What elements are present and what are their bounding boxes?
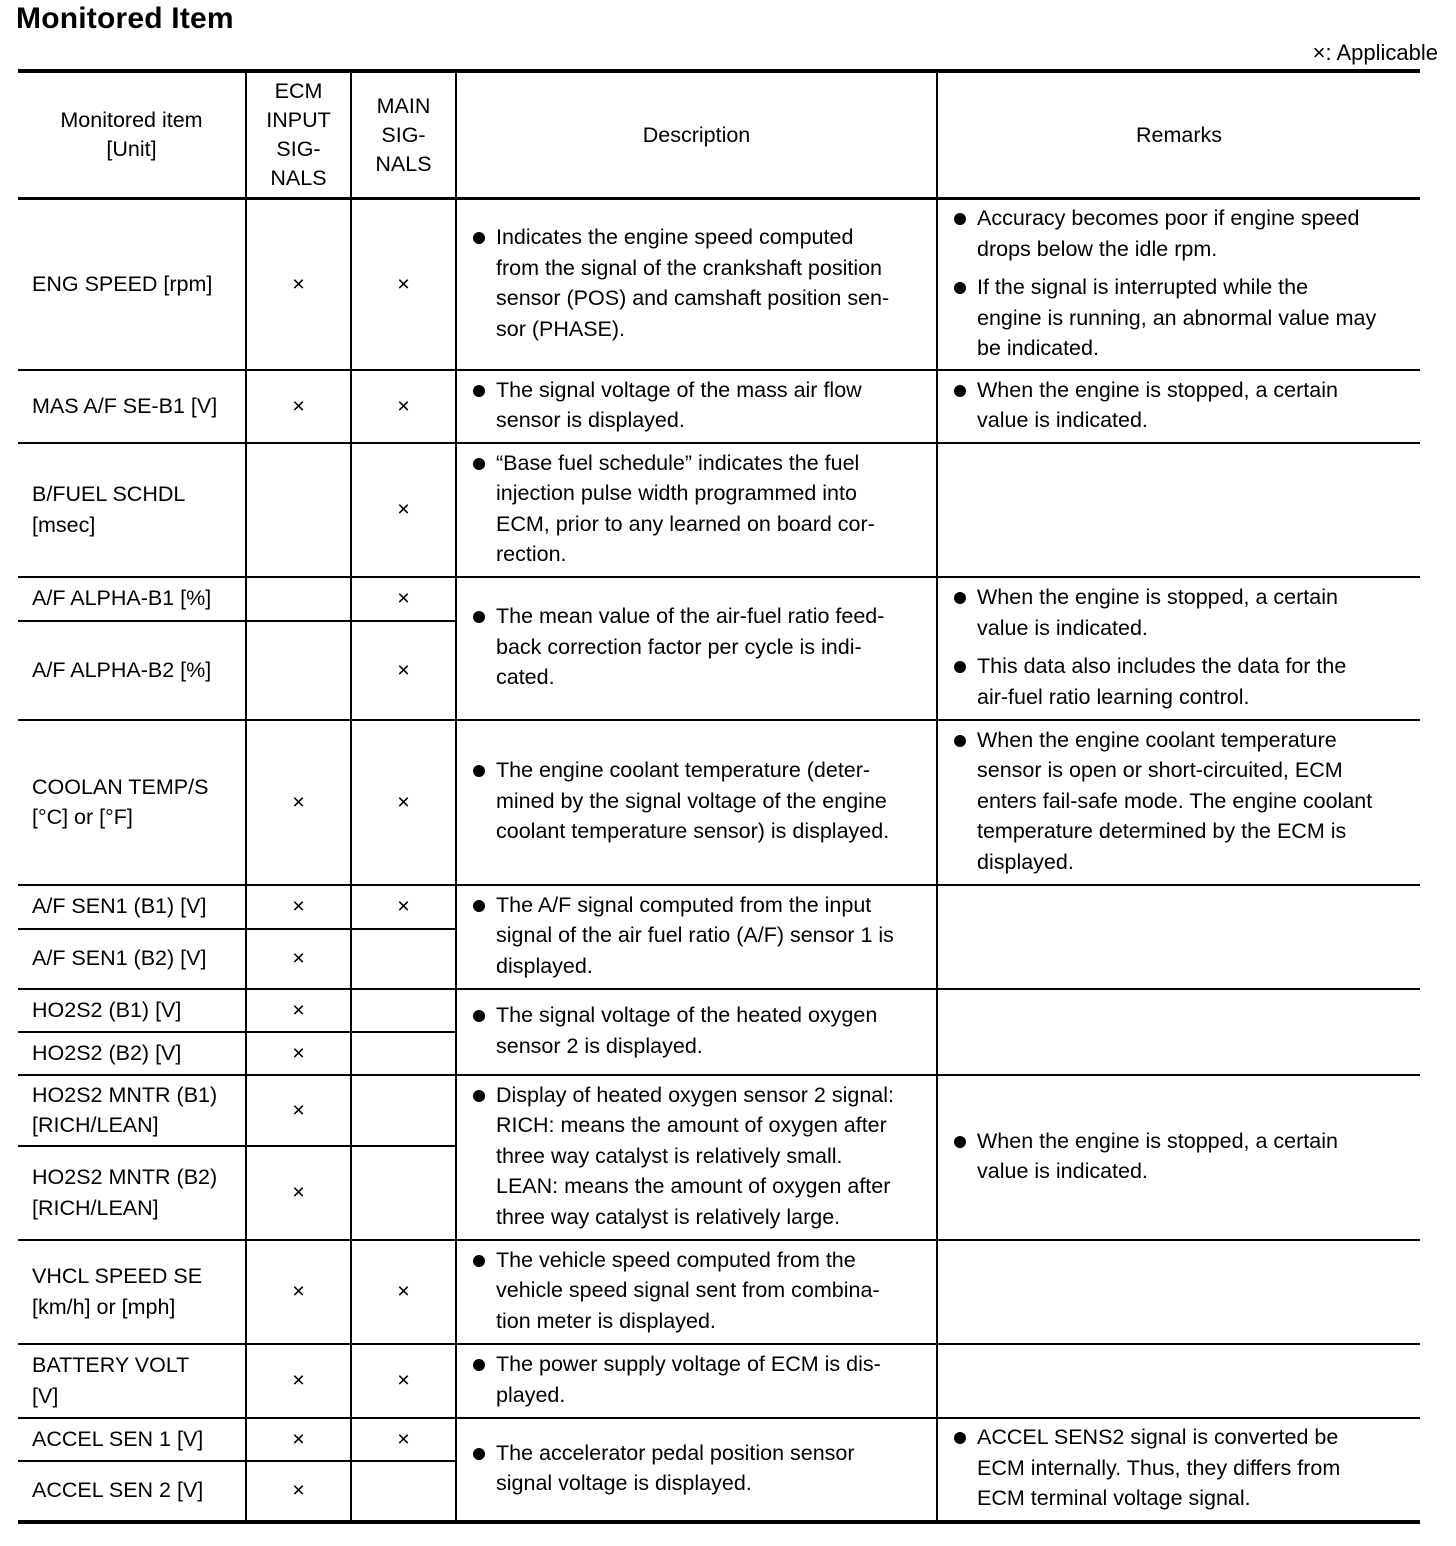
description-list (469, 375, 928, 436)
description-cell (456, 1344, 937, 1418)
description-cell (456, 720, 937, 885)
bullet-item: Accuracy becomes poor if engine speed drops below the idle rpm. (950, 203, 1412, 264)
bullet-item: Indicates the engine speed computed from the signal of the crankshaft position sensor (POS) and camshaft position sen- sor (PHASE). (469, 222, 928, 344)
remarks-cell (937, 577, 1420, 720)
main-signal-mark: × (351, 885, 456, 929)
description-list (469, 222, 928, 344)
main-signal-mark: × (351, 577, 456, 621)
monitored-item-cell: MAS A/F SE-B1 [V] (18, 370, 246, 443)
table-body (18, 199, 1420, 1522)
table-row (18, 443, 1420, 577)
bullet-dot-icon (954, 661, 966, 673)
bullet-dot-icon (473, 232, 485, 244)
remarks-list (950, 725, 1412, 878)
remarks-cell (937, 1240, 1420, 1344)
ecm-input-mark: × (246, 720, 351, 885)
bullet-dot-icon (954, 385, 966, 397)
description-cell (456, 989, 937, 1075)
monitored-item-cell: ENG SPEED [rpm] (18, 199, 246, 370)
main-signal-mark: × (351, 1418, 456, 1461)
table-row (18, 720, 1420, 885)
description-list (469, 755, 928, 847)
bullet-item: The signal voltage of the mass air flow sensor is displayed. (469, 375, 928, 436)
description-cell (456, 1075, 937, 1240)
bullet-dot-icon (473, 1010, 485, 1022)
main-signal-mark: × (351, 621, 456, 720)
bullet-item: If the signal is interrupted while the engine is running, an abnormal value may be indicated. (950, 272, 1412, 364)
ecm-input-mark: × (246, 1032, 351, 1075)
ecm-input-mark (246, 621, 351, 720)
remarks-cell (937, 199, 1420, 370)
main-signal-mark (351, 929, 456, 989)
bullet-item: This data also includes the data for the air-fuel ratio learning control. (950, 651, 1412, 712)
bullet-item: The power supply voltage of ECM is dis- played. (469, 1349, 928, 1410)
bullet-dot-icon (473, 385, 485, 397)
description-list (469, 1000, 928, 1061)
description-cell (456, 885, 937, 989)
description-list (469, 1349, 928, 1410)
description-list (469, 448, 928, 570)
bullet-item: When the engine is stopped, a certain value is indicated. (950, 375, 1412, 436)
page-title: Monitored Item (16, 2, 234, 35)
ecm-input-mark: × (246, 1240, 351, 1344)
description-cell (456, 370, 937, 443)
applicable-legend: ×: Applicable (1312, 40, 1438, 65)
remarks-list (950, 1126, 1412, 1187)
remarks-cell (937, 1418, 1420, 1522)
description-list (469, 1245, 928, 1337)
monitored-item-cell: A/F ALPHA-B1 [%] (18, 577, 246, 621)
ecm-input-mark: × (246, 885, 351, 929)
bullet-item: When the engine coolant temperature sensor is open or short-circuited, ECM enters fail-safe mode. The engine coolant temperature determined by the ECM is displayed. (950, 725, 1412, 878)
ecm-input-mark (246, 577, 351, 621)
remarks-list (950, 582, 1412, 712)
ecm-input-mark: × (246, 1461, 351, 1522)
monitored-item-cell: B/FUEL SCHDL [msec] (18, 443, 246, 577)
remarks-cell (937, 1075, 1420, 1240)
description-cell (456, 1240, 937, 1344)
main-signal-mark: × (351, 370, 456, 443)
header-monitored-item: Monitored item [Unit] (18, 71, 246, 199)
main-signal-mark (351, 1146, 456, 1240)
bullet-dot-icon (954, 213, 966, 225)
monitored-item-cell: ACCEL SEN 2 [V] (18, 1461, 246, 1522)
ecm-input-mark: × (246, 1418, 351, 1461)
monitored-item-cell: A/F SEN1 (B2) [V] (18, 929, 246, 989)
table-row (18, 1075, 1420, 1146)
remarks-list (950, 1422, 1412, 1514)
table-header-row (18, 71, 1420, 199)
description-list (469, 890, 928, 982)
bullet-dot-icon (954, 735, 966, 747)
bullet-item: ACCEL SENS2 signal is converted be ECM internally. Thus, they differs from ECM terminal voltage signal. (950, 1422, 1412, 1514)
main-signal-mark: × (351, 1240, 456, 1344)
remarks-cell (937, 1344, 1420, 1418)
ecm-input-mark: × (246, 370, 351, 443)
remarks-cell (937, 989, 1420, 1075)
description-list (469, 1438, 928, 1499)
bullet-item: When the engine is stopped, a certain value is indicated. (950, 582, 1412, 643)
table-row (18, 989, 1420, 1032)
description-cell (456, 443, 937, 577)
description-list (469, 1080, 928, 1233)
ecm-input-mark: × (246, 199, 351, 370)
monitored-item-cell: HO2S2 MNTR (B2) [RICH/LEAN] (18, 1146, 246, 1240)
ecm-input-mark (246, 443, 351, 577)
main-signal-mark (351, 1075, 456, 1146)
ecm-input-mark: × (246, 1344, 351, 1418)
table-row (18, 1240, 1420, 1344)
bullet-item: The A/F signal computed from the input signal of the air fuel ratio (A/F) sensor 1 is displayed. (469, 890, 928, 982)
main-signal-mark: × (351, 199, 456, 370)
main-signal-mark (351, 1032, 456, 1075)
table-row (18, 199, 1420, 370)
monitored-item-cell: HO2S2 (B2) [V] (18, 1032, 246, 1075)
monitored-item-cell: ACCEL SEN 1 [V] (18, 1418, 246, 1461)
bullet-dot-icon (473, 765, 485, 777)
description-cell (456, 1418, 937, 1522)
bullet-dot-icon (473, 1448, 485, 1460)
ecm-input-mark: × (246, 1075, 351, 1146)
main-signal-mark: × (351, 443, 456, 577)
monitored-item-cell: HO2S2 (B1) [V] (18, 989, 246, 1032)
monitored-item-cell: BATTERY VOLT [V] (18, 1344, 246, 1418)
bullet-item: The accelerator pedal position sensor signal voltage is displayed. (469, 1438, 928, 1499)
monitored-item-cell: A/F SEN1 (B1) [V] (18, 885, 246, 929)
bullet-dot-icon (954, 1136, 966, 1148)
bullet-dot-icon (473, 900, 485, 912)
bullet-dot-icon (473, 1359, 485, 1371)
description-cell (456, 199, 937, 370)
monitored-item-cell: HO2S2 MNTR (B1) [RICH/LEAN] (18, 1075, 246, 1146)
bullet-dot-icon (954, 592, 966, 604)
remarks-cell (937, 885, 1420, 989)
remarks-list (950, 375, 1412, 436)
bullet-dot-icon (473, 611, 485, 623)
remarks-list (950, 203, 1412, 364)
remarks-cell (937, 370, 1420, 443)
table-row (18, 1418, 1420, 1461)
header-ecm-input-signals: ECM INPUT SIG- NALS (246, 71, 351, 199)
header-main-signals: MAIN SIG- NALS (351, 71, 456, 199)
bullet-dot-icon (473, 1255, 485, 1267)
ecm-input-mark: × (246, 929, 351, 989)
bullet-item: The mean value of the air-fuel ratio feed- back correction factor per cycle is indi- cated. (469, 601, 928, 693)
table-row (18, 577, 1420, 621)
main-signal-mark: × (351, 1344, 456, 1418)
bullet-dot-icon (954, 282, 966, 294)
table-row (18, 885, 1420, 929)
main-signal-mark: × (351, 720, 456, 885)
bullet-item: Display of heated oxygen sensor 2 signal: RICH: means the amount of oxygen after three way catalyst is relatively small. LEAN: means the amount of oxygen after three way catalyst is relatively large. (469, 1080, 928, 1233)
main-signal-mark (351, 989, 456, 1032)
header-remarks: Remarks (937, 71, 1420, 199)
ecm-input-mark: × (246, 989, 351, 1032)
monitored-item-table (18, 69, 1420, 1524)
bullet-item: When the engine is stopped, a certain value is indicated. (950, 1126, 1412, 1187)
monitored-item-cell: COOLAN TEMP/S [°C] or [°F] (18, 720, 246, 885)
bullet-dot-icon (954, 1432, 966, 1444)
bullet-item: The vehicle speed computed from the vehicle speed signal sent from combina- tion meter is displayed. (469, 1245, 928, 1337)
bullet-dot-icon (473, 1090, 485, 1102)
bullet-item: The engine coolant temperature (deter- mined by the signal voltage of the engine coolant temperature sensor) is displayed. (469, 755, 928, 847)
remarks-cell (937, 443, 1420, 577)
header-description: Description (456, 71, 937, 199)
description-cell (456, 577, 937, 720)
description-list (469, 601, 928, 693)
ecm-input-mark: × (246, 1146, 351, 1240)
monitored-item-cell: A/F ALPHA-B2 [%] (18, 621, 246, 720)
bullet-item: The signal voltage of the heated oxygen sensor 2 is displayed. (469, 1000, 928, 1061)
remarks-cell (937, 720, 1420, 885)
main-signal-mark (351, 1461, 456, 1522)
bullet-dot-icon (473, 458, 485, 470)
table-row (18, 370, 1420, 443)
table-row (18, 1344, 1420, 1418)
monitored-item-cell: VHCL SPEED SE [km/h] or [mph] (18, 1240, 246, 1344)
bullet-item: “Base fuel schedule” indicates the fuel injection pulse width programmed into ECM, prior to any learned on board cor- rection. (469, 448, 928, 570)
